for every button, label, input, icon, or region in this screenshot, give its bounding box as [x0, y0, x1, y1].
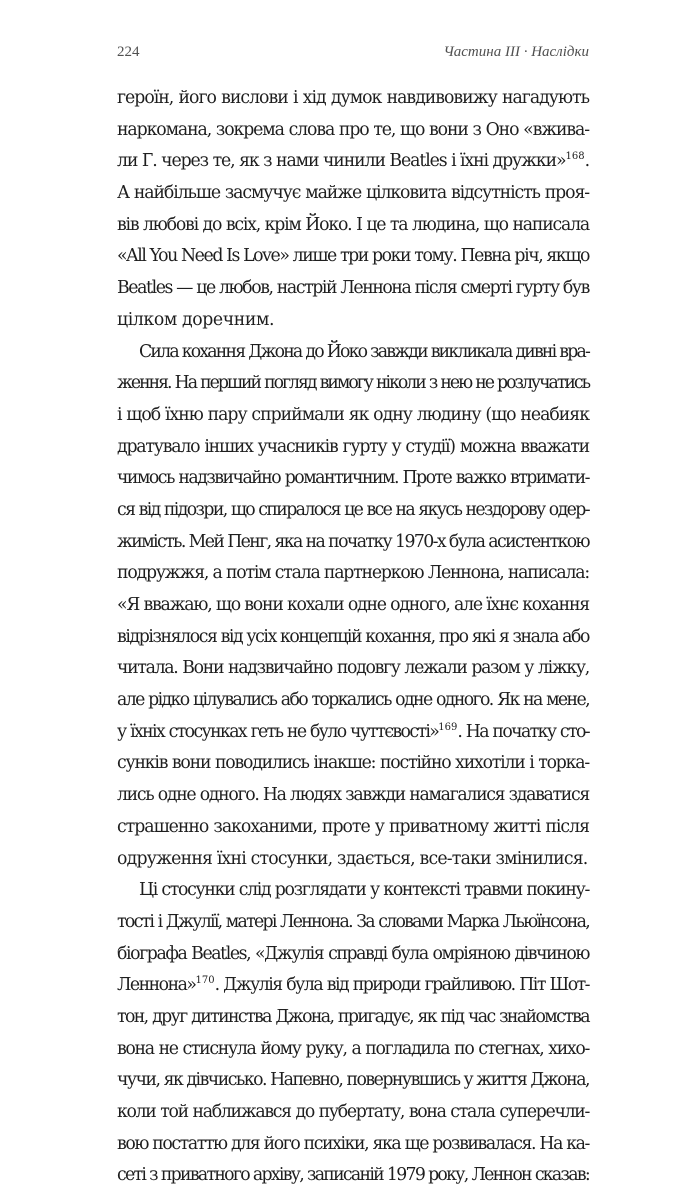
text-segment: у їхніх стосунках геть не було чуттєвості» [117, 721, 439, 742]
text-line: подружжя, а потім стала партнеркою Леннона, написала: [117, 563, 589, 584]
text-line: ся від підозри, що спиралося це все на якусь нездорову одер- [117, 499, 589, 520]
body-text [117, 83, 589, 1192]
text-segment: ли Г. через те, як з нами чинили Beatles і їхні дружки» [117, 151, 566, 172]
text-line: лись одне одного. На людях завжди намагалися здаватися [117, 785, 589, 806]
text-line: жимість. Мей Пенг, яка на початку 1970-х була асистенткою [117, 531, 589, 552]
text-line: читала. Вони надзвичайно подовгу лежали разом у ліжку, [117, 658, 589, 679]
text-line [117, 717, 589, 749]
text-line: одруження їхні стосунки, здається, все-таки змінилися. [117, 848, 588, 869]
text-line: цілком доречним. [117, 309, 275, 330]
text-line: «All You Need Is Love» лише три роки тому. Певна річ, якщо [117, 246, 589, 267]
text-line: наркомана, зокрема слова про те, що вони з Оно «вжива- [117, 119, 589, 140]
text-line: і щоб їхню пару сприймали як одну людину (що неабияк [117, 404, 589, 425]
text-line: тон, друг дитинства Джона, пригадує, як під час знайомства [117, 1006, 589, 1027]
text-line: Beatles — це любов, настрій Леннона після смерті гурту був [117, 278, 589, 299]
text-line: вів любові до всіх, крім Йоко. І це та людина, що написала [117, 214, 589, 235]
text-line: біографа Beatles, «Джулія справді була омріяною дівчиною [117, 943, 589, 964]
text-segment: . Джулія була від природи грайливою. Піт Шот- [214, 975, 589, 996]
text-segment: Леннона» [117, 975, 196, 996]
footnote-ref: 170 [195, 975, 215, 987]
text-segment: . На початку сто- [457, 721, 589, 742]
text-line: вою постаттю для його психіки, яка ще розвивалася. На ка- [117, 1133, 589, 1154]
text-line: чимось надзвичайно романтичним. Проте важко втримати- [117, 468, 589, 489]
text-line: чучи, як дівчисько. Напевно, повернувшись у життя Джона, [117, 1070, 589, 1091]
text-line: ження. На перший погляд вимогу ніколи з нею не розлучатись [117, 373, 589, 394]
text-line: коли той наближався до пубертату, вона стала суперечли- [117, 1102, 589, 1122]
running-head [117, 44, 589, 68]
footnote-ref: 168 [565, 151, 585, 163]
text-line: тості і Джулії, матері Леннона. За словами Марка Льюїнсона, [117, 911, 589, 932]
paragraph-first-line: Сила кохання Джона до Йоко завжди викликала дивні вра- [139, 341, 589, 362]
text-line: А найбільше засмучує майже цілковита відсутність проя- [117, 183, 589, 204]
text-line: героїн, його вислови і хід думок навдивовижу нагадують [117, 88, 589, 108]
text-line: сеті з приватного архіву, записаній 1979 року, Леннон сказав: [117, 1165, 589, 1186]
text-line: страшенно закоханими, проте у приватному житті після [117, 816, 589, 837]
paragraph-first-line: Ці стосунки слід розглядати у контексті травми покину- [139, 880, 589, 901]
text-line: ли Г. через те, як з нами чинили Beatles і їхні дружки»$^{168}$. [117, 151, 589, 172]
text-line [117, 970, 589, 1002]
footnote-ref: 169 [438, 721, 458, 733]
running-title: Частина III · Наслідки [443, 44, 589, 60]
page-number: 224 [117, 44, 140, 60]
text-line: сунків вони поводились інакше: постійно хихотіли і торка- [117, 753, 589, 774]
text-line: «Я вважаю, що вони кохали одне одного, але їхнє кохання [117, 595, 589, 615]
text-line: дратувало інших учасників гурту у студії) можна вважати [117, 436, 589, 457]
text-line: вона не стиснула йому руку, а погладила по стегнах, хихо- [117, 1038, 589, 1059]
text-line: відрізнялося від усіх концепцій кохання, про які я знала або [117, 626, 589, 647]
text-line: але рідко цілувались або торкались одне одного. Як на мене, [117, 690, 589, 711]
